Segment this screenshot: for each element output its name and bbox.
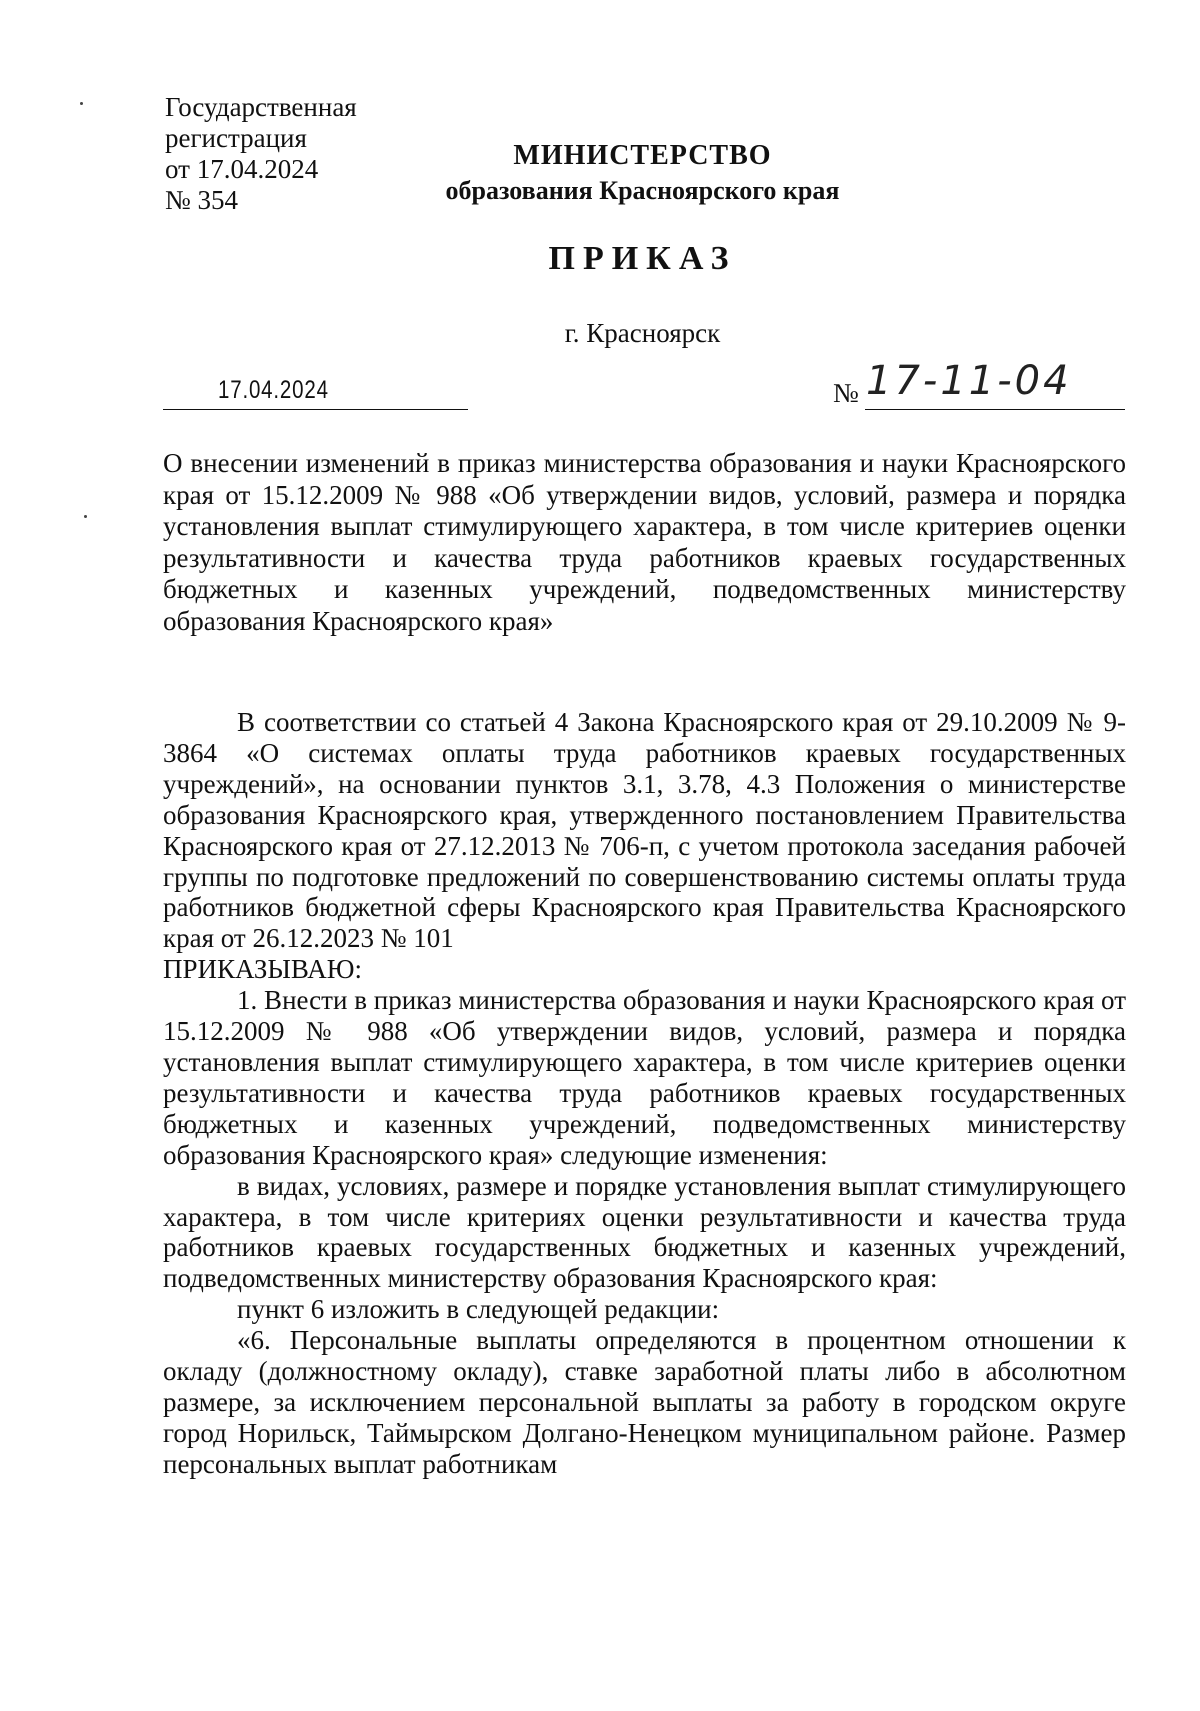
order-number: 17-11-04: [866, 358, 1072, 404]
scan-speck: [80, 102, 83, 105]
number-sign: №: [833, 378, 859, 408]
registration-date: от 17.04.2024: [165, 154, 319, 184]
order-date: 17.04.2024: [218, 376, 329, 404]
registration-number: № 354: [165, 185, 239, 215]
city: г. Красноярск: [564, 318, 721, 348]
body-paragraph: «6. Персональные выплаты определяются в процентном отношении к окладу (должностному окладу), ставке заработной платы либо в абсолютном размере, за исключением персональной выплаты за работу в городском округе город Норильск, Таймырском Долгано-Ненецком муниципальном районе. Размер персональных выплат работникам: [163, 1325, 1126, 1479]
scan-speck: [84, 515, 87, 518]
document-type: ПРИКАЗ: [548, 240, 737, 277]
date-underline: [163, 409, 468, 410]
body-paragraph: пункт 6 изложить в следующей редакции:: [237, 1294, 720, 1325]
body-paragraph: 1. Внести в приказ министерства образования и науки Красноярского края от 15.12.2009 № 988 «Об утверждении видов, условий, размера и порядка установления выплат стимулирующего характера, в том числе критериев оценки результативности и качества труда работников краевых государственных бюджетных и казенных учреждений, подведомственных министерству образования Красноярского края» следующие изменения:: [163, 985, 1126, 1170]
registration-line: регистрация: [165, 123, 307, 153]
body-paragraph: В соответствии со статьей 4 Закона Красноярского края от 29.10.2009 № 9-3864 «О системах оплаты труда работников краевых государственных учреждений», на основании пунктов 3.1, 3.78, 4.3 Положения о министерстве образования Красноярского края, утвержденного постановлением Правительства Красноярского края от 27.12.2013 № 706-п, с учетом протокола заседания рабочей группы по подготовке предложений по совершенствованию системы оплаты труда работников бюджетной сферы Красноярского края Правительства Красноярского края от 26.12.2023 № 101: [163, 707, 1126, 954]
number-underline: [865, 409, 1125, 410]
document-body: [163, 707, 1126, 1480]
ministry-title: МИНИСТЕРСТВО: [513, 140, 772, 171]
order-directive: ПРИКАЗЫВАЮ:: [163, 954, 362, 985]
ministry-subtitle: образования Красноярского края: [445, 176, 840, 205]
body-paragraph: в видах, условиях, размере и порядке установления выплат стимулирующего характера, в том числе критериях оценки результативности и качества труда работников краевых государственных бюджетных и казенных учреждений, подведомственных министерству образования Красноярского края:: [163, 1170, 1126, 1294]
registration-line: Государственная: [165, 92, 357, 122]
document-title: О внесении изменений в приказ министерства образования и науки Красноярского края от 15.12.2009 № 988 «Об утверждении видов, условий, размера и порядка установления выплат стимулирующего характера, в том числе критериев оценки результативности и качества труда работников краевых государственных бюджетных и казенных учреждений, подведомственных министерству образования Красноярского края»: [163, 448, 1126, 636]
